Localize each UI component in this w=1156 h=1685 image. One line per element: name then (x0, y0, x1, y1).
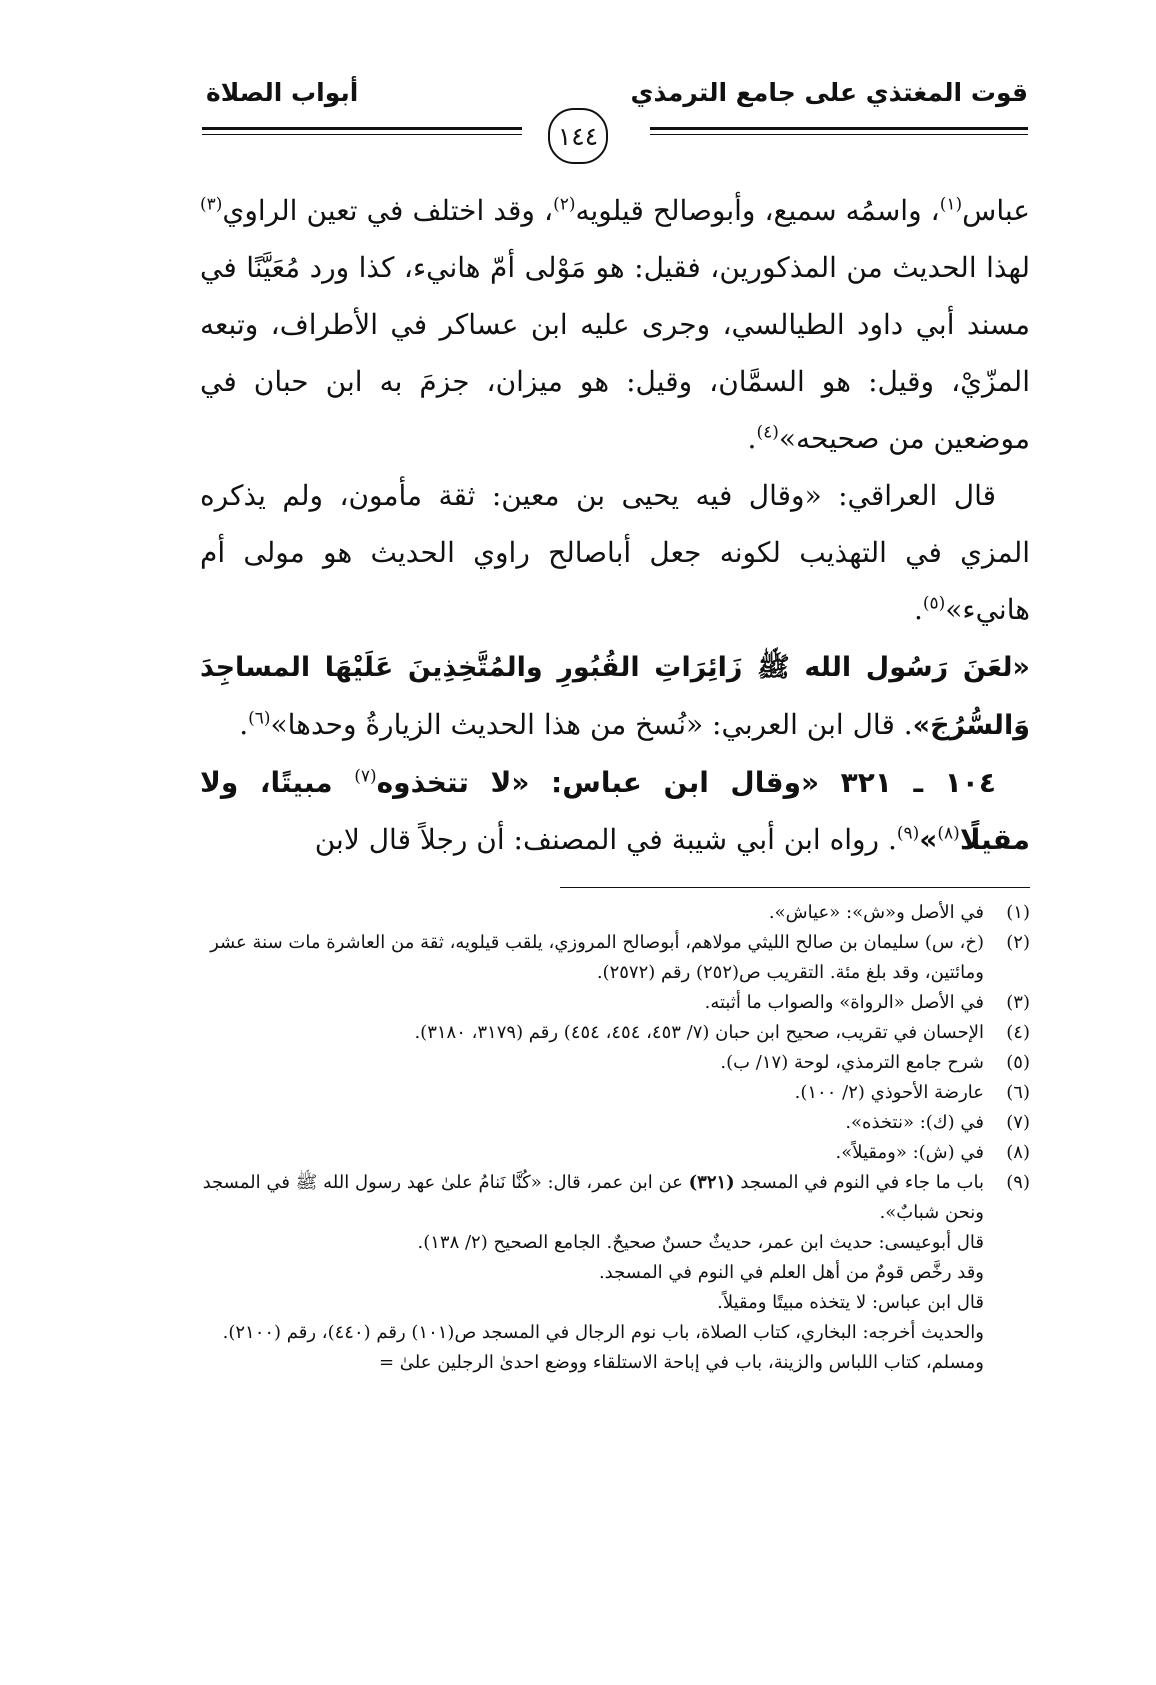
footnote-ref-1: (١) (939, 194, 963, 215)
footnote-ref-3: (٣) (200, 194, 223, 215)
footnote-2: (٢) (خ، س) سليمان بن صالح الليثي مولاهم، أبوصالح المروزي، يلقب قيلويه، ثقة من العاشرة مات سنة عشر ومائتين، وقد بلغ مئة. التقريب ص(٢٥٢) رقم (٢٥٧٢). (210, 932, 1030, 983)
footnote-7: (٧) في (ك): «نتخذه». (845, 1112, 1030, 1133)
footnote-8: (٨) في (ش): «ومقيلاً». (835, 1142, 1030, 1163)
footnote-9: (٩) باب ما جاء في النوم في المسجد (٣٢١) عن ابن عمر، قال: «كُنَّا نَنامُ علىٰ عهد رسول الله ﷺ في المسجد ونحن شبابٌ». (202, 1172, 1030, 1223)
footnote-ref-7: (٧) (354, 766, 377, 787)
footnote-ref-5: (٥) (922, 593, 946, 614)
section-title: أبواب الصلاة (206, 78, 359, 107)
paragraph-2: قال العراقي: «وقال فيه يحيى بن معين: ثقة مأمون، ولم يذكره المزي في التهذيب لكونه جعل أباصالح راوي الحديث هو مولى أم هانيء»$^{(٥)}$. (200, 479, 1030, 626)
hadith-heading: ١٠٤ ـ ٣٢١ «وقال ابن عباس: «لا تتخذوه (376, 766, 996, 799)
page-number: ١٤٤ (548, 108, 608, 164)
footnote-9-details (168, 1228, 1030, 1378)
footnotes (168, 898, 1030, 1378)
paragraph-4: ١٠٤ ـ ٣٢١ «وقال ابن عباس: «لا تتخذوه$^{(٧)}$ مبيتًا، ولا مقيلًا$^{(٨)}$»$^{(٩)}$. رواه ابن أبي شيبة في المصنف: أن رجلاً قال لابن (200, 766, 1030, 856)
footnote-3: (٣) في الأصل «الرواة» والصواب ما أثبته. (704, 992, 1030, 1013)
footnote-9-line: وقد رخَّص قومٌ من أهل العلم في النوم في المسجد. (598, 1262, 984, 1283)
footnote-9-line: قال ابن عباس: لا يتخذه مبيتًا ومقيلاً. (717, 1292, 984, 1313)
paragraph-1: عباس$^{(١)}$، واسمُه سميع، وأبوصالح قيلويه$^{(٢)}$، وقد اختلف في تعين الراوي$^{(٣)}$ لهذا الحديث من المذكورين، فقيل: هو مَوْلى أمّ هانيء، كذا ورد مُعَيَّنًا في مسند أبي داود الطيالسي، وجرى عليه ابن عساكر في الأطراف، وتبعه المزّيْ، وقيل: هو السمَّان، وقيل: هو ميزان، جزمَ به ابن حبان في موضعين من صحيحه»$^{(٤)}$. (200, 194, 1031, 455)
hadith-text: «لعَنَ رَسُول الله ﷺ زَائِرَاتِ القُبُورِ والمُتَّخِذِينَ عَلَيْهَا المساجِدَ وَالسُّرُجَ» (200, 652, 1030, 741)
footnote-ref-4: (٤) (756, 422, 779, 443)
book-title: قوت المغتذي على جامع الترمذي (630, 78, 1028, 107)
footnote-9-line: قال أبوعيسى: حديث ابن عمر، حديثٌ حسنٌ صحيحٌ. الجامع الصحيح (٢/ ١٣٨). (417, 1232, 984, 1253)
footnote-separator (560, 887, 1030, 888)
footnote-ref-2: (٢) (553, 194, 576, 215)
footnote-9-line: ومسلم، كتاب اللباس والزينة، باب في إباحة الاستلقاء ووضع احدىٰ الرجلين علىٰ = (378, 1352, 984, 1373)
footnote-6: (٦) عارضة الأحوذي (٢/ ١٠٠). (794, 1082, 1030, 1103)
footnote-1: (١) في الأصل و«ش»: «عياش». (768, 902, 1030, 923)
main-text (200, 182, 1030, 868)
footnote-4: (٤) الإحسان في تقريب، صحيح ابن حبان (٧/ ٤٥٣، ٤٥٤، ٤٥٤) رقم (٣١٧٩، ٣١٨٠). (414, 1022, 1030, 1043)
footnote-5: (٥) شرح جامع الترمذي، لوحة (١٧/ ب). (720, 1052, 1030, 1073)
footnote-ref-6: (٦) (248, 708, 271, 729)
footnote-ref-8: (٨) (937, 823, 960, 844)
footnote-9-line: والحديث أخرجه: البخاري، كتاب الصلاة، باب نوم الرجال في المسجد ص(١٠١) رقم (٤٤٠)، رقم (٢١٠٠). (222, 1322, 984, 1343)
paragraph-3: «لعَنَ رَسُول الله ﷺ زَائِرَاتِ القُبُورِ والمُتَّخِذِينَ عَلَيْهَا المساجِدَ وَالسُّرُجَ». قال ابن العربي: «نُسخ من هذا الحديث الزيارةُ وحدها»$^{(٦)}$. (200, 652, 1030, 741)
header-rule-left (202, 127, 522, 135)
header-rule-right (650, 127, 1028, 135)
footnote-ref-9: (٩) (896, 823, 920, 844)
